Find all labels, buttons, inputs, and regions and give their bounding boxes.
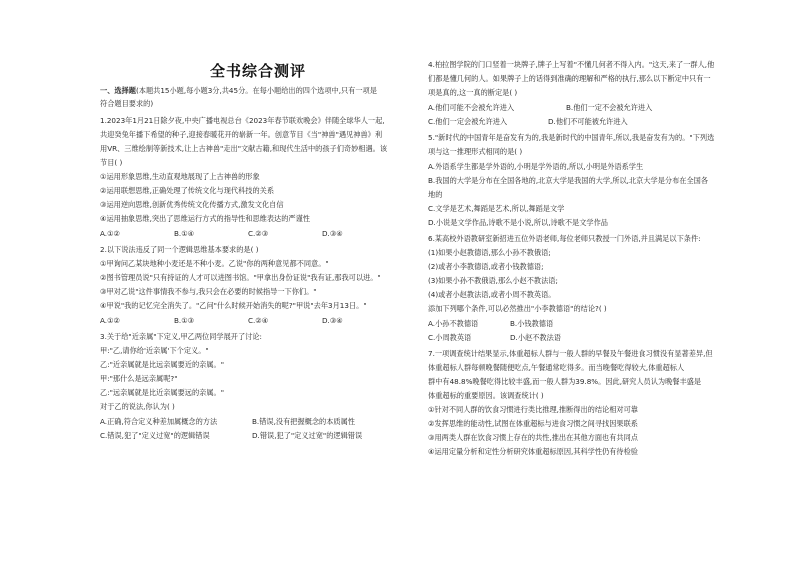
q3-option-b: B.错误,没有把握概念的本质属性 [252,417,355,426]
q6-condition: (3)如果小孙不教俄语,那么小赵不教法语; [428,276,558,285]
section-note: (本题共15小题,每小题3分,共45分。在每小题给出的四个选项中,只有一项是 [135,86,377,95]
q6-condition: (2)或者小李教德语,或者小钱教德语; [428,262,544,271]
q5-choice: B.我国的大学是分布在全国各地的,北京大学是我国的大学,所以,北京大学是分布在全国各 [428,176,709,185]
q7-line: 7.一项调查统计结果显示,体重超标人群与一般人群的早餐及午餐进食习惯没有显著差异,但 [428,349,713,358]
q7-line: 体重超标的重要原因。该调查统计( ) [428,391,544,400]
q1-option-b: B.①④ [174,229,195,238]
section-note-cont: 符合题目要求的) [100,99,154,108]
q4-line: 们都是懂几何的人。如果牌子上的话得到准确的理解和严格的执行,那么以下断定中只有一 [428,74,711,83]
q3-dialog: 乙:"近亲属就是比远亲属要近的亲属。" [100,360,225,369]
q2-statement: ①甲询问乙某块地种小麦还是不种小麦。乙说"你的两种意见都不同意。" [100,259,329,268]
q6-option-c: C.小周教英语 [428,333,472,342]
q4-option-d: D.他们不可能被允许进入 [548,117,628,126]
q3-dialog: 甲:"那什么是远亲属呢?" [100,374,178,383]
q6-condition: (4)或者小赵教法语,或者小周不教英语。 [428,290,556,299]
q3-option-a: A.正确,符合定义种差加属概念的方法 [100,417,218,426]
q7-statement: ②发挥思维的能动性,试图在体重超标与进食习惯之间寻找因果联系 [428,419,638,428]
section-header-line [100,86,377,95]
q3-dialog: 甲:"乙,请你给'近亲属'下个定义。" [100,346,209,355]
q5-line: 5."新时代的中国青年是奋发有为的,我是新时代的中国青年,所以,我是奋发有为的。"下列选 [428,133,715,142]
q2-option-c: C.②④ [248,316,269,325]
q2-statement: ②图书管理员说"只有持证的人才可以进图书馆。"甲拿出身份证说"我有证,那我可以进。" [100,273,381,282]
q2-option-a: A.①② [100,316,120,325]
q1-line: 用VR、三维绘制等新技术,让上古神兽"走出"文献古籍,和现代生活中的孩子们奇妙相遇。该 [100,144,388,153]
q7-statement: ④运用定量分析和定性分析研究体重超标原因,其科学性仍有待检验 [428,447,638,456]
q6-line: 6.某高校外语教研室新招进五位外语老师,每位老师只教授一门外语,并且满足以下条件: [428,234,701,243]
q3-stem: 3.关于给"近亲属"下定义,甲乙两位同学展开了讨论: [100,332,262,341]
q4-option-c: C.他们一定会被允许进入 [428,117,508,126]
q5-choice: C.文学是艺术,舞蹈是艺术,所以,舞蹈是文学 [428,204,565,213]
page-title: 全书综合测评 [210,62,307,80]
section-header: 一、选择题 [100,86,136,95]
q3-option-d: D.错误,犯了"定义过宽"的逻辑错误 [252,431,363,440]
q3-dialog: 对于乙的说法,你认为( ) [100,402,175,411]
q7-statement: ③用两类人群在饮食习惯上存在的共性,推出在其他方面也有共同点 [428,433,638,442]
q1-line: 节目( ) [100,158,123,167]
q1-statement: ③运用逆向思维,创新优秀传统文化传播方式,激发文化自信 [100,200,284,209]
q1-line: 共迎癸兔年播下希望的种子,迎接春暖花开的崭新一年。创意节目《当"神兽"遇见神兽》利 [100,130,383,139]
q6-option-b: B.小钱教德语 [510,319,554,328]
q3-dialog: 乙:"远亲属就是比近亲属要远的亲属。" [100,388,225,397]
q2-statement: ③甲对乙说"这件事情我不参与,我只会在必要的时候指导一下你们。" [100,287,317,296]
q7-line: 体重超标人群每顿晚餐随便吃点,午餐通常吃得多。而当晚餐吃得较大,体重超标人 [428,363,685,372]
q7-line: 群中有48.8%晚餐吃得比较丰盛,而一般人群为39.8%。因此,研究人员认为晚餐丰盛是 [428,377,702,386]
q2-statement: ④甲说"我的记忆完全消失了。"乙问"什么时候开始消失的呢?"甲说"去年3月13日。" [100,301,367,310]
q1-option-c: C.②③ [248,229,269,238]
q1-statement: ④运用抽象思维,突出了思维运行方式的指导性和思维表达的严谨性 [100,214,310,223]
q6-option-d: D.小赵不教法语 [510,333,561,342]
q6-condition: (1)如果小赵教德语,那么小孙不教俄语; [428,248,551,257]
q5-choice: A.外语系学生都是学外语的,小明是学外语的,所以,小明是外语系学生 [428,162,644,171]
q4-option-b: B.他们一定不会被允许进入 [566,103,653,112]
q4-option-a: A.他们可能不会被允许进入 [428,103,515,112]
q4-line: 4.柏拉图学院的门口竖着一块牌子,牌子上写着"不懂几何者不得入内。"这天,来了一群人,他 [428,60,715,69]
q7-statement: ①针对不同人群的饮食习惯进行类比推理,推断得出的结论相对可靠 [428,405,638,414]
q4-line: 项是真的,这一真的断定是( ) [428,88,518,97]
q1-option-a: A.①② [100,229,120,238]
q1-line: 1.2023年1月21日除夕夜,中央广播电视总台《2023年春节联欢晚会》伴随全球华人一起, [100,116,385,125]
q2-stem: 2.以下说法违反了同一个逻辑思维基本要求的是( ) [100,245,259,254]
q6-option-a: A.小孙不教德语 [428,319,479,328]
q3-option-c: C.错误,犯了"定义过宽"的逻辑错误 [100,431,210,440]
q5-choice: D.小说是文学作品,诗歌不是小说,所以,诗歌不是文学作品 [428,218,608,227]
q5-choice: 地的 [428,190,443,199]
q1-statement: ②运用联想思维,正确处理了传统文化与现代科技的关系 [100,186,275,195]
q6-question: 添加下列哪个条件,可以必然推出"小李教德语"的结论?( ) [428,304,607,313]
q2-option-d: D.③④ [322,316,343,325]
q1-option-d: D.③④ [322,229,343,238]
q1-statement: ①运用形象思维,生动直观地展现了上古神兽的形象 [100,172,260,181]
q2-option-b: B.①③ [174,316,195,325]
q5-line: 项与这一推理形式相同的是( ) [428,147,523,156]
